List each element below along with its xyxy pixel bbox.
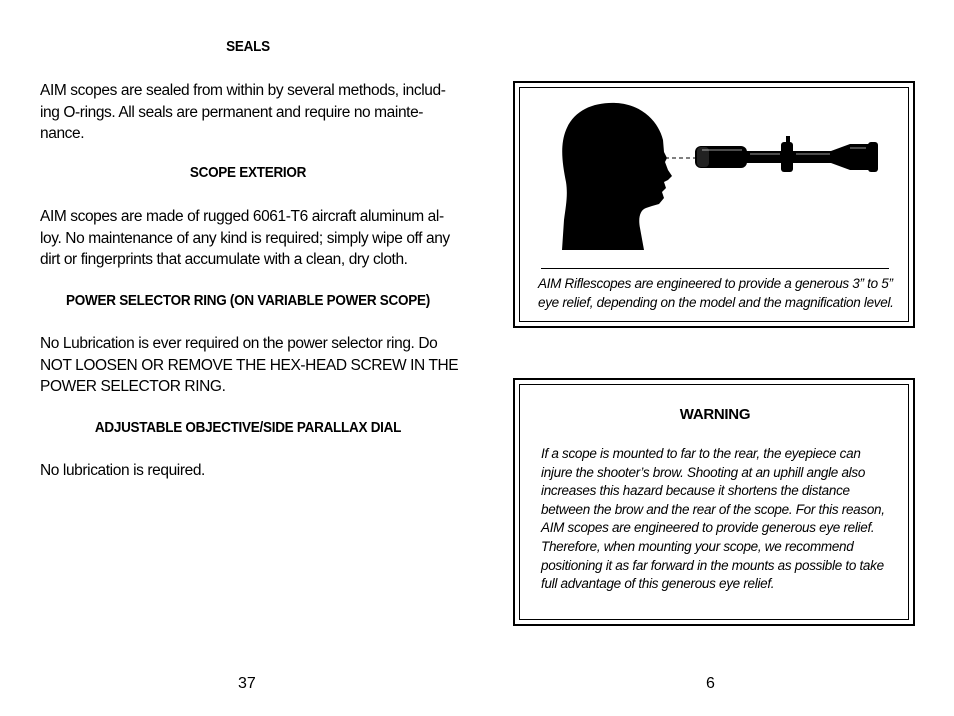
- page-number-left: 37: [238, 675, 256, 692]
- eye-relief-figure: [560, 100, 890, 255]
- warning-line: full advantage of this generous eye relief.: [541, 576, 775, 592]
- text-line: AIM scopes are made of rugged 6061-T6 aircraft aluminum al-: [40, 208, 444, 225]
- warning-line: positioning it as far forward in the mounts as possible to take: [541, 557, 884, 573]
- heading-seals: SEALS: [226, 38, 270, 55]
- paragraph-power-selector-ring: [40, 333, 458, 398]
- caption-line: eye relief, depending on the model and the magnification level.: [538, 295, 894, 310]
- warning-line: AIM scopes are engineered to provide generous eye relief.: [541, 520, 875, 536]
- text-line: POWER SELECTOR RING.: [40, 378, 226, 395]
- heading-scope-exterior: SCOPE EXTERIOR: [189, 164, 307, 181]
- warning-title: WARNING: [679, 406, 751, 423]
- caption-divider: [541, 268, 889, 269]
- text-line: ing O-rings. All seals are permanent and require no mainte-: [40, 103, 424, 121]
- warning-line: injure the shooter’s brow. Shooting at an uphill angle also: [541, 464, 866, 480]
- heading-parallax-dial: ADJUSTABLE OBJECTIVE/SIDE PARALLAX DIAL: [94, 419, 402, 436]
- text-line: AIM scopes are sealed from within by several methods, includ-: [40, 82, 446, 99]
- warning-line: between the brow and the rear of the scope. For this reason,: [541, 501, 885, 517]
- heading-power-selector-ring: POWER SELECTOR RING (ON VARIABLE POWER SCOPE): [66, 292, 430, 309]
- head-silhouette-icon: [562, 103, 672, 250]
- paragraph-seals: [40, 80, 445, 145]
- page-number-right: 6: [706, 675, 715, 692]
- caption-line: AIM Riflescopes are engineered to provide a generous 3” to 5”: [538, 276, 893, 291]
- paragraph-parallax-dial: [40, 460, 205, 482]
- text-line: No Lubrication is ever required on the power selector ring. Do: [40, 335, 438, 352]
- warning-text: [541, 445, 901, 594]
- text-line: nance.: [40, 125, 85, 142]
- text-line: dirt or fingerprints that accumulate with a clean, dry cloth.: [40, 251, 408, 268]
- text-line: NOT LOOSEN OR REMOVE THE HEX-HEAD SCREW IN THE: [40, 356, 459, 374]
- text-line: No lubrication is required.: [40, 462, 205, 479]
- riflescope-icon: [695, 136, 878, 172]
- warning-line: Therefore, when mounting your scope, we recommend: [541, 538, 854, 554]
- figure-caption: [538, 274, 898, 312]
- warning-line: If a scope is mounted to far to the rear, the eyepiece can: [541, 446, 861, 461]
- paragraph-scope-exterior: [40, 206, 450, 271]
- warning-line: increases this hazard because it shortens the distance: [541, 483, 850, 499]
- text-line: loy. No maintenance of any kind is required; simply wipe off any: [40, 229, 450, 247]
